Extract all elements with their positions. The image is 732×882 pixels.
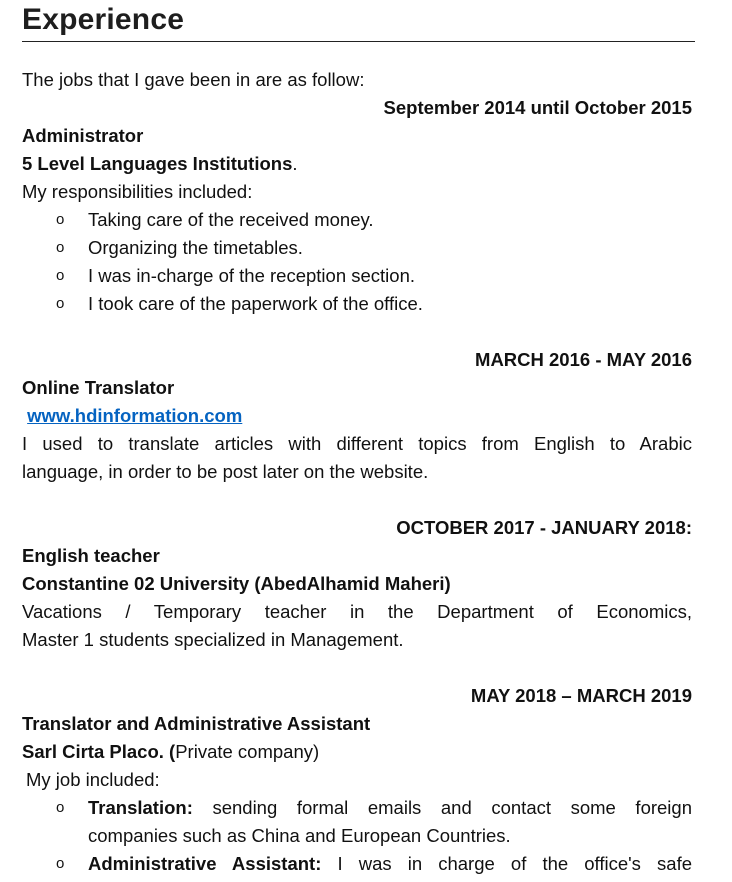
- job-entry-english-teacher: [22, 514, 692, 654]
- job-organization: [22, 738, 692, 766]
- job-website: [22, 402, 692, 430]
- job-entry-online-translator: [22, 346, 692, 486]
- job-description-line: Vacations / Temporary teacher in the Department of Economics,: [22, 601, 692, 622]
- job-lead: My responsibilities included:: [22, 181, 253, 202]
- bullet-circle-icon: o: [56, 295, 65, 312]
- job-dates: MAY 2018 – MARCH 2019: [470, 685, 692, 706]
- organization-name: 5 Level Languages Institutions: [22, 153, 293, 174]
- bullet-circle-icon: o: [56, 799, 65, 816]
- duty-text: I was in charge of the office's safe: [321, 853, 692, 874]
- duty-label: Translation:: [88, 797, 193, 818]
- bullet-circle-icon: o: [56, 211, 65, 228]
- duty-text-continued: companies such as China and European Countries.: [88, 825, 511, 846]
- bullet-circle-icon: o: [56, 855, 65, 872]
- experience-body: [22, 66, 692, 878]
- spacer: [22, 486, 692, 514]
- organization-suffix: .: [292, 153, 298, 174]
- spacer: [22, 318, 692, 346]
- job-entry-translator-admin-assistant: [22, 682, 692, 878]
- bullet-circle-icon: o: [56, 239, 65, 256]
- job-dates: September 2014 until October 2015: [383, 97, 692, 118]
- list-item: [22, 850, 692, 878]
- job-title: Online Translator: [22, 377, 175, 398]
- list-item: [22, 794, 692, 850]
- duty-label: Administrative Assistant:: [88, 853, 322, 874]
- job-title: Administrator: [22, 125, 144, 146]
- website-link[interactable]: www.hdinformation.com: [27, 405, 243, 426]
- duty-text: sending formal emails and contact some foreign: [192, 797, 692, 818]
- organization-name: Sarl Cirta Placo. (: [22, 741, 176, 762]
- job-organization: Constantine 02 University (AbedAlhamid Maheri): [22, 573, 451, 594]
- list-item: o Organizing the timetables.: [22, 234, 692, 262]
- heading-divider: [22, 41, 695, 42]
- job-description-line: language, in order to be post later on the website.: [22, 461, 429, 482]
- bullet-circle-icon: o: [56, 267, 65, 284]
- organization-note: Private company): [175, 741, 320, 762]
- list-item: o I took care of the paperwork of the office.: [22, 290, 692, 318]
- job-entry-administrator: [22, 94, 692, 318]
- spacer: [22, 654, 692, 682]
- job-lead: My job included:: [26, 769, 160, 790]
- job-organization: [22, 150, 692, 178]
- intro-text: The jobs that I gave been in are as follow:: [22, 69, 365, 90]
- job-description-line: Master 1 students specialized in Management.: [22, 629, 404, 650]
- section-heading: Experience: [22, 3, 185, 36]
- responsibilities-list: [22, 206, 692, 318]
- job-title: Translator and Administrative Assistant: [22, 713, 371, 734]
- duties-list: [22, 794, 692, 878]
- document-page: [22, 0, 692, 878]
- list-item: o Taking care of the received money.: [22, 206, 692, 234]
- job-dates: OCTOBER 2017 - JANUARY 2018:: [396, 517, 692, 538]
- list-item: o I was in-charge of the reception section.: [22, 262, 692, 290]
- job-description-line: I used to translate articles with different topics from English to Arabic: [22, 433, 692, 454]
- job-dates: MARCH 2016 - MAY 2016: [475, 349, 692, 370]
- job-title: English teacher: [22, 545, 160, 566]
